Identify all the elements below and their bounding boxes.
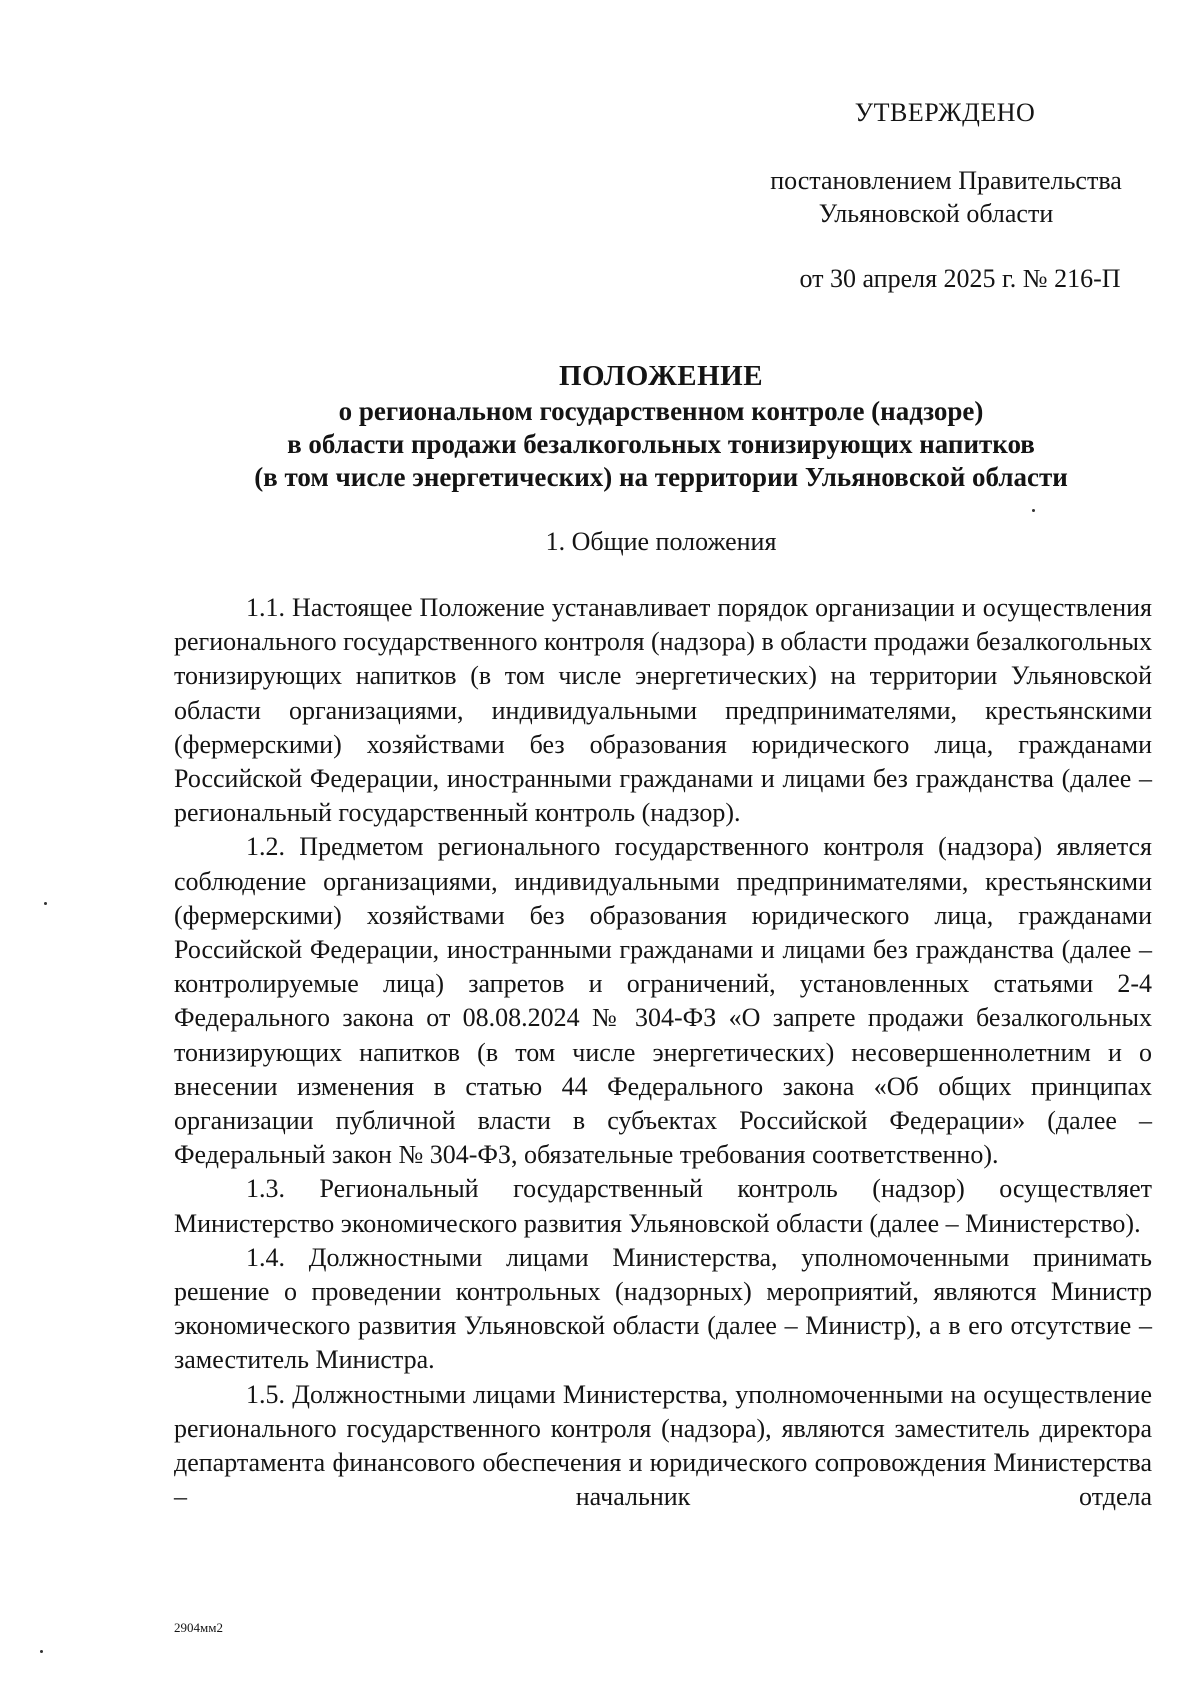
paragraph-1-1: 1.1. Настоящее Положение устанавливает порядок организации и осуществления регионального государственного контроля (надзора) в области продажи безалкогольных тонизирующих напитков (в том числе энергетических) на территории Ульяновской области организациями, индивидуальными предпринимателями, крестьянскими (фермерскими) хозяйствами без образования юридического лица, гражданами Российской Федерации, иностранными гражданами и лицами без гражданства (далее – региональный государственный контроль (надзор). [174, 593, 1152, 828]
document-title [170, 360, 1152, 494]
document-title-main: ПОЛОЖЕНИЕ [558, 360, 764, 392]
scan-speck [44, 902, 47, 905]
paragraph-1-4: 1.4. Должностными лицами Министерства, уполномоченными принимать решение о проведении контрольных (надзорных) мероприятий, являются Министр экономического развития Ульяновской области (далее – Министр), а в его отсутствие – заместитель Министра. [174, 1242, 1152, 1375]
scan-speck [1032, 509, 1035, 512]
document-title-line1: о региональном государственном контроле (надзоре) [338, 396, 984, 426]
document-body [174, 591, 1152, 1514]
approval-issuer-line2: Ульяновской области [818, 199, 1054, 228]
approval-issuer-line1: постановлением Правительства [770, 166, 1122, 195]
document-title-line3: (в том числе энергетических) на территории Ульяновской области [254, 462, 1068, 492]
document-title-line2: в области продажи безалкогольных тонизирующих напитков [287, 429, 1035, 459]
paragraph-1-3: 1.3. Региональный государственный контроль (надзор) осуществляет Министерство экономического развития Ульяновской области (далее – Министерство). [174, 1174, 1152, 1238]
section-heading: 1. Общие положения [545, 527, 777, 556]
approval-stamp-title: УТВЕРЖДЕНО [854, 98, 1036, 127]
approval-date: от 30 апреля 2025 г. № 216-П [799, 264, 1121, 293]
paragraph-1-5: 1.5. Должностными лицами Министерства, уполномоченными на осуществление регионального государственного контроля (надзора), являются заместитель директора департамента финансового обеспечения и юридического сопровождения Министерства – начальник отдела [174, 1379, 1152, 1512]
footer-document-code: 2904мм2 [174, 1620, 223, 1635]
scan-speck [40, 1650, 43, 1653]
paragraph-1-2: 1.2. Предметом регионального государственного контроля (надзора) является соблюдение организациями, индивидуальными предпринимателями, крестьянскими (фермерскими) хозяйствами без образования юридического лица, гражданами Российской Федерации, иностранными гражданами и лицами без гражданства (далее – контролируемые лица) запретов и ограничений, установленных статьями 2-4 Федерального закона от 08.08.2024 № 304-ФЗ «О запрете продажи безалкогольных тонизирующих напитков (в том числе энергетических) несовершеннолетним и о внесении изменения в статью 44 Федерального закона «Об общих принципах организации публичной власти в субъектах Российской Федерации» (далее – Федеральный закон № 304-ФЗ, обязательные требования соответственно). [174, 832, 1152, 1170]
